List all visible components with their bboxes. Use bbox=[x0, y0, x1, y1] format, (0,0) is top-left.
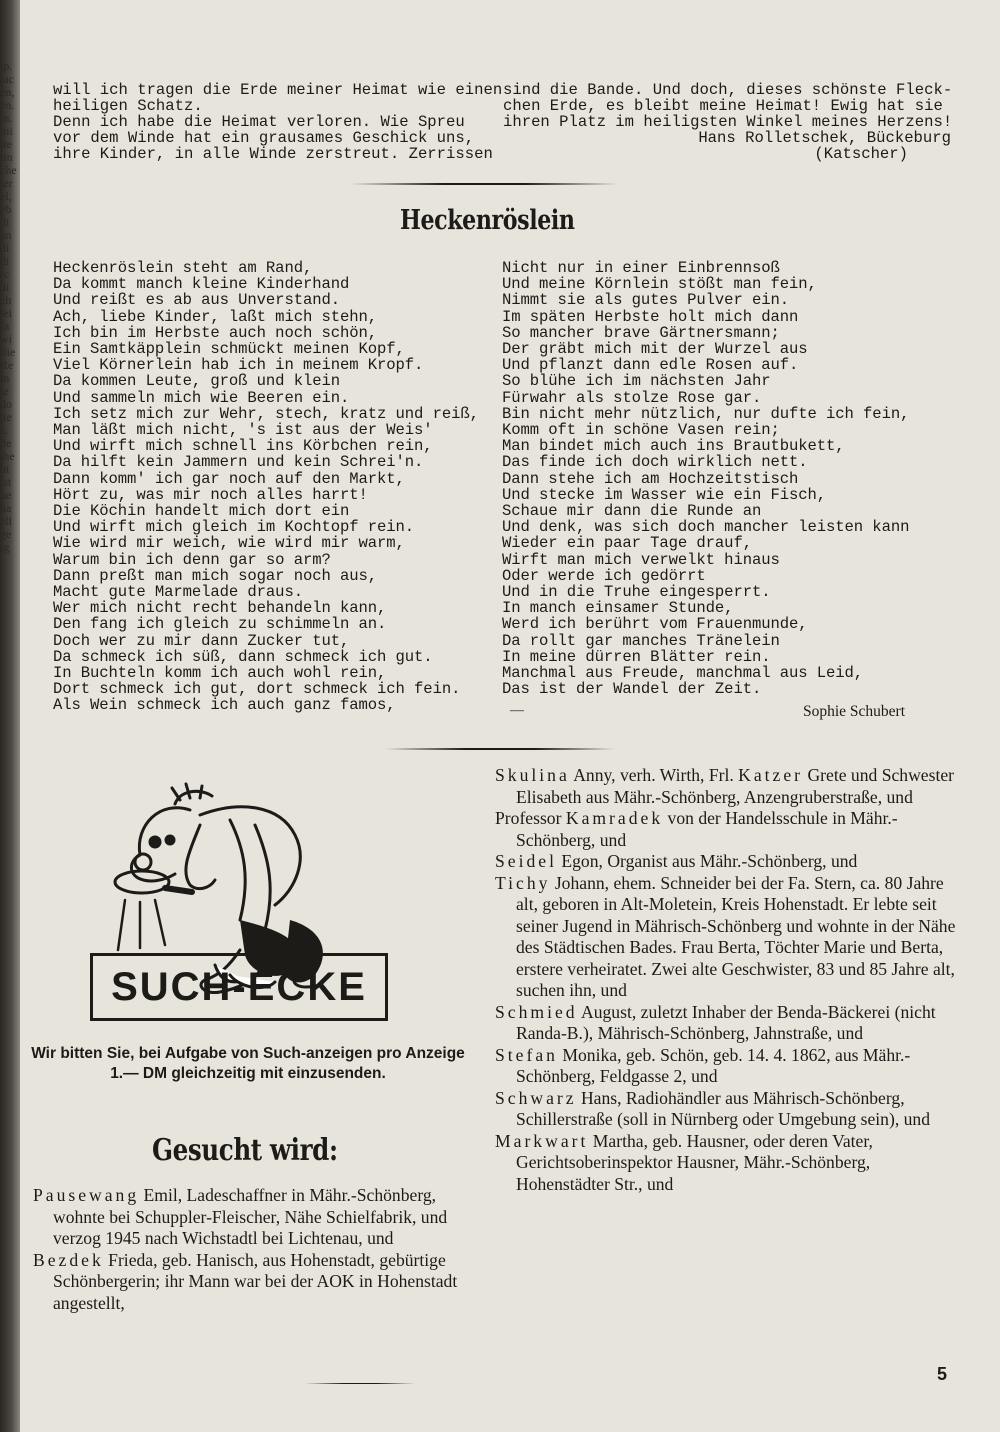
such-ecke-notice: Wir bitten Sie, bei Aufgabe von Such-anzeigen pro Anzeige 1.— DM gleichzeitig mit einzusenden. bbox=[31, 1045, 465, 1082]
poem-end-dash: — bbox=[510, 703, 524, 718]
search-entry bbox=[495, 1045, 957, 1088]
entry-name: Skulina bbox=[495, 765, 570, 785]
poem-line: Da kommt manch kleine Kinderhand bbox=[53, 275, 350, 294]
entry-text: von der Handelsschule in Mähr.-Schönberg, und bbox=[516, 808, 898, 850]
page-number: 5 bbox=[937, 1364, 948, 1384]
poem-line: Und sammeln mich wie Beeren ein. bbox=[53, 388, 350, 407]
entry-name: Markwart bbox=[495, 1130, 589, 1151]
edge-fragment: di bbox=[0, 215, 10, 229]
poem-line: Warum bin ich denn gar so arm? bbox=[53, 550, 331, 569]
entry-text: Monika, geb. Schön, geb. 14. 4. 1862, aus Mähr.-Schönberg, Feldgasse 2, und bbox=[516, 1044, 911, 1086]
edge-fragment: in. bbox=[0, 111, 13, 125]
entry-name: Kamradek bbox=[565, 808, 664, 828]
poem-line: Und in die Truhe eingesperrt. bbox=[502, 583, 771, 602]
poem-title: Heckenröslein bbox=[400, 205, 575, 236]
poem-line: Den fang ich gleich zu schimmeln an. bbox=[53, 615, 387, 634]
search-entry bbox=[33, 1185, 471, 1250]
poem-line: Das finde ich doch wirklich nett. bbox=[502, 453, 808, 472]
intro-line: chen Erde, es bleibt meine Heimat! Ewig hat sie bbox=[503, 97, 943, 115]
edge-fragment: en. bbox=[0, 98, 15, 112]
poem-line: Nimmt sie als gutes Pulver ein. bbox=[502, 291, 789, 310]
edge-fragment: lac bbox=[0, 72, 14, 86]
entry-text: Johann, ehem. Schneider bei der Fa. Stern, ca. 80 Jahre alt, geboren in Alt-Moletein, Kreis Hohenstadt. Er lebte seit seiner Jugend in Mährisch-Schönberg und wohnte in der Nähe des Städtischen Bades. Frau Berta, Töchter Marie und Berta, erstere verheiratet. Zwei alte Geschwister, 83 und 85 Jahre alt, suchen ihn, und bbox=[516, 872, 956, 1000]
edge-fragment: ig bbox=[0, 540, 10, 554]
poem-line: Die Köchin handelt mich dort ein bbox=[53, 502, 350, 521]
edge-fragment: an bbox=[0, 228, 12, 242]
poem-line: Da schmeck ich süß, dann schmeck ich gut. bbox=[53, 647, 433, 666]
poem-line: Komm oft in schöne Vasen rein; bbox=[502, 421, 780, 440]
gesucht-heading: Gesucht wird: bbox=[152, 1133, 338, 1168]
edge-fragment: ge bbox=[0, 527, 12, 541]
poem-line: Dann komm' ich gar noch auf den Markt, bbox=[53, 469, 405, 488]
edge-fragment: ite bbox=[0, 410, 12, 424]
entry-text: Frieda, geb. Hanisch, aus Hohenstadt, gebürtige Schönbergerin; ihr Mann war bei der AOK in Hohenstadt angestellt, bbox=[53, 1249, 458, 1313]
search-entry bbox=[495, 1131, 957, 1196]
poem-line: Da rollt gar manches Tränelein bbox=[502, 631, 780, 650]
poem-line: Im späten Herbste holt mich dann bbox=[502, 307, 799, 326]
intro-left-column bbox=[53, 81, 503, 163]
edge-fragment: ie bbox=[0, 384, 9, 398]
edge-fragment: eb bbox=[0, 202, 12, 216]
poem-line: So mancher brave Gärtnersmann; bbox=[502, 323, 780, 342]
intro-author: Hans Rolletschek, Bückeburg bbox=[698, 129, 951, 147]
poem-line: Manchmal aus Freude, manchmal aus Leid, bbox=[502, 664, 864, 683]
edge-fragment: de bbox=[0, 436, 12, 450]
entry-text: August, zuletzt Inhaber der Benda-Bäckerei (nicht Randa-B.), Mährisch-Schönberg, Jahnstraße, und bbox=[516, 1001, 936, 1043]
entry-name: Stefan bbox=[495, 1044, 558, 1065]
such-ecke-sign bbox=[90, 953, 388, 1021]
entry-text: Egon, Organist aus Mähr.-Schönberg, und bbox=[556, 851, 858, 871]
edge-fragment: lei bbox=[0, 306, 12, 320]
edge-fragment: Re bbox=[0, 358, 14, 372]
intro-line: ihre Kinder, in alle Winde zerstreut. Zerrissen bbox=[53, 145, 493, 163]
poem-left-column bbox=[53, 260, 493, 714]
poem-line: Da hilft kein Jammern und kein Schrei'n. bbox=[53, 453, 424, 472]
poem-line: In meine dürren Blätter rein. bbox=[502, 647, 771, 666]
left-search-entries bbox=[33, 1185, 471, 1314]
section-divider-middle bbox=[385, 748, 615, 750]
entry-name: Bezdek bbox=[33, 1249, 104, 1270]
poem-line: Dann preßt man mich sogar noch aus, bbox=[53, 566, 378, 585]
poem-line: Wirft man mich verwelkt hinaus bbox=[502, 550, 780, 569]
entry-name: Seidel bbox=[495, 851, 557, 871]
entry-text: Professor bbox=[495, 808, 566, 828]
entry-name: Pausewang bbox=[33, 1185, 140, 1205]
poem-line: Bin nicht mehr nützlich, nur dufte ich fein, bbox=[502, 404, 910, 423]
edge-fragment: ist bbox=[0, 475, 12, 489]
poem-line: Der gräbt mich mit der Wurzel aus bbox=[502, 340, 808, 359]
edge-fragment: mi bbox=[0, 124, 13, 138]
entry-text: Emil, Ladeschaffner in Mähr.-Schönberg, wohnte bei Schuppler-Fleischer, Nähe Schielfabrik, und verzog 1945 nach Wichstadtl bei Lichtenau, und bbox=[53, 1185, 448, 1248]
poem-line: Ach, liebe Kinder, laßt mich stehn, bbox=[53, 307, 378, 326]
poem-line: Fürwahr als stolze Rose gar. bbox=[502, 388, 762, 407]
entry-text: Grete und Schwester Elisabeth aus Mähr.-Schönberg, Anzengruberstraße, und bbox=[516, 765, 955, 807]
intro-line: Denn ich habe die Heimat verloren. Wie Spreu bbox=[53, 113, 465, 131]
edge-fragment: en, bbox=[0, 85, 15, 99]
poem-line: Ein Samtkäpplein schmückt meinen Kopf, bbox=[53, 340, 405, 359]
magnifier-icon bbox=[115, 871, 169, 893]
search-entry bbox=[495, 873, 957, 1002]
poem-line: Oder werde ich gedörrt bbox=[502, 566, 706, 585]
section-divider-top bbox=[350, 183, 618, 185]
edge-fragment: ell bbox=[0, 514, 12, 528]
poem-line: Ich setz mich zur Wehr, stech, kratz und reiß, bbox=[53, 404, 479, 423]
poem-line: Wer mich nicht recht behandeln kann, bbox=[53, 599, 387, 618]
poem-line: Und denk, was sich doch mancher leisten kann bbox=[502, 518, 910, 537]
edge-fragment: in bbox=[0, 371, 10, 385]
edge-fragment: ite bbox=[0, 137, 12, 151]
poem-line: In Buchteln komm ich auch wohl rein, bbox=[53, 664, 387, 683]
poem-line: Wieder ein paar Tage drauf, bbox=[502, 534, 752, 553]
search-entry bbox=[495, 851, 957, 873]
edge-fragment: do bbox=[0, 397, 12, 411]
edge-fragment: rc bbox=[0, 267, 10, 281]
edge-fragment: ihe bbox=[0, 449, 15, 463]
edge-fragment: che bbox=[0, 163, 17, 177]
search-entry bbox=[495, 765, 957, 808]
edge-fragment: wi bbox=[0, 332, 12, 346]
poem-line: So blühe ich im nächsten Jahr bbox=[502, 372, 771, 391]
search-entry bbox=[33, 1250, 471, 1315]
poem-line: In manch einsamer Stunde, bbox=[502, 599, 734, 618]
entry-name: Katzer bbox=[738, 765, 804, 785]
edge-fragment: ilie bbox=[0, 345, 16, 359]
search-entry bbox=[495, 1002, 957, 1045]
footer-rule bbox=[305, 1383, 415, 1384]
edge-fragment: ue bbox=[0, 488, 12, 502]
edge-fragment: ıp. bbox=[0, 60, 13, 73]
poem-line: Und meine Körnlein stößt man fein, bbox=[502, 275, 817, 294]
edge-fragment: z. bbox=[0, 423, 9, 437]
intro-right-column bbox=[503, 82, 963, 162]
poem-line: Als Wein schmeck ich auch ganz famos, bbox=[53, 696, 396, 715]
intro-line: heiligen Schatz. bbox=[53, 97, 203, 115]
poem-line: Nicht nur in einer Einbrennsoß bbox=[502, 259, 780, 277]
poem-line: Das ist der Wandel der Zeit. bbox=[502, 680, 762, 699]
edge-fragment: ha bbox=[0, 501, 12, 515]
poem-line: Doch wer zu mir dann Zucker tut, bbox=[53, 631, 350, 650]
poem-author: Sophie Schubert bbox=[803, 703, 906, 720]
such-ecke-sign-text: SUCH-ECKE bbox=[111, 964, 367, 1009]
poem-line: Heckenröslein steht am Rand, bbox=[53, 259, 313, 277]
search-entry bbox=[495, 1088, 957, 1131]
poem-line: Und pflanzt dann edle Rosen auf. bbox=[502, 356, 799, 375]
poem-line: Man bindet mich auch ins Brautbukett, bbox=[502, 437, 845, 456]
edge-fragment: di bbox=[0, 254, 10, 268]
right-search-entries bbox=[495, 765, 957, 1195]
edge-fragment: lin bbox=[0, 150, 13, 164]
poem-line: Wie wird mir weich, wie wird mir warm, bbox=[53, 534, 405, 553]
entry-text: Anny, verh. Wirth, Frl. bbox=[569, 765, 739, 785]
poem-line: Man läßt mich nicht, 's ist aus der Weis' bbox=[53, 421, 433, 440]
adjacent-page-fragments bbox=[0, 60, 22, 554]
entry-name: Schmied bbox=[495, 1001, 578, 1022]
poem-line: Werd ich berührt vom Frauenmunde, bbox=[502, 615, 808, 634]
entry-name: Tichy bbox=[495, 872, 551, 893]
poem-line: Schaue mir dann die Runde an bbox=[502, 502, 762, 521]
edge-fragment: ht bbox=[0, 462, 10, 476]
intro-line: will ich tragen die Erde meiner Heimat wie einen bbox=[53, 81, 503, 99]
edge-fragment: ier bbox=[0, 176, 13, 190]
intro-line: ihren Platz im heiligsten Winkel meines Herzens! bbox=[503, 113, 953, 131]
edge-fragment: eh bbox=[0, 293, 12, 307]
entry-text: Hans, Radiohändler aus Mährisch-Schönberg, Schillerstraße (soll in Nürnberg oder Umgebung sein), und bbox=[516, 1087, 931, 1129]
poem-line: Hört zu, was mir noch alles harrt! bbox=[53, 485, 368, 504]
poem-line: Dort schmeck ich gut, dort schmeck ich fein. bbox=[53, 680, 461, 699]
poem-line: Viel Körnerlein hab ich in meinem Kropf. bbox=[53, 356, 424, 375]
poem-line: Und stecke im Wasser wie ein Fisch, bbox=[502, 485, 827, 504]
entry-text: Martha, geb. Hausner, oder deren Vater, Gerichtsoberinspektor Hausner, Mähr.-Schönberg, Hohenstädter Str., und bbox=[516, 1130, 873, 1194]
poem-line: Ich bin im Herbste auch noch schön, bbox=[53, 323, 378, 342]
entry-name: Schwarz bbox=[495, 1087, 577, 1108]
edge-fragment: el, bbox=[0, 189, 12, 203]
poem-line: Und wirft mich gleich im Kochtopf rein. bbox=[53, 518, 415, 537]
intro-line: vor dem Winde hat ein grausames Geschick uns, bbox=[53, 129, 475, 147]
edge-fragment: di bbox=[0, 241, 10, 255]
poem-line: Macht gute Marmelade draus. bbox=[53, 583, 303, 602]
intro-author-place: (Katscher) bbox=[814, 145, 908, 163]
poem-line: Da kommen Leute, groß und klein bbox=[53, 372, 340, 391]
edge-fragment: Ia bbox=[0, 319, 10, 333]
poem-line: Dann stehe ich am Hochzeitstisch bbox=[502, 469, 799, 488]
poem-line: Und reißt es ab aus Unverstand. bbox=[53, 291, 340, 310]
poem-line: Und wirft mich schnell ins Körbchen rein, bbox=[53, 437, 433, 456]
search-entry bbox=[495, 808, 957, 851]
poem-right-column bbox=[502, 260, 962, 697]
intro-line: sind die Bande. Und doch, dieses schönste Fleck- bbox=[503, 81, 953, 99]
edge-fragment: di bbox=[0, 280, 10, 294]
